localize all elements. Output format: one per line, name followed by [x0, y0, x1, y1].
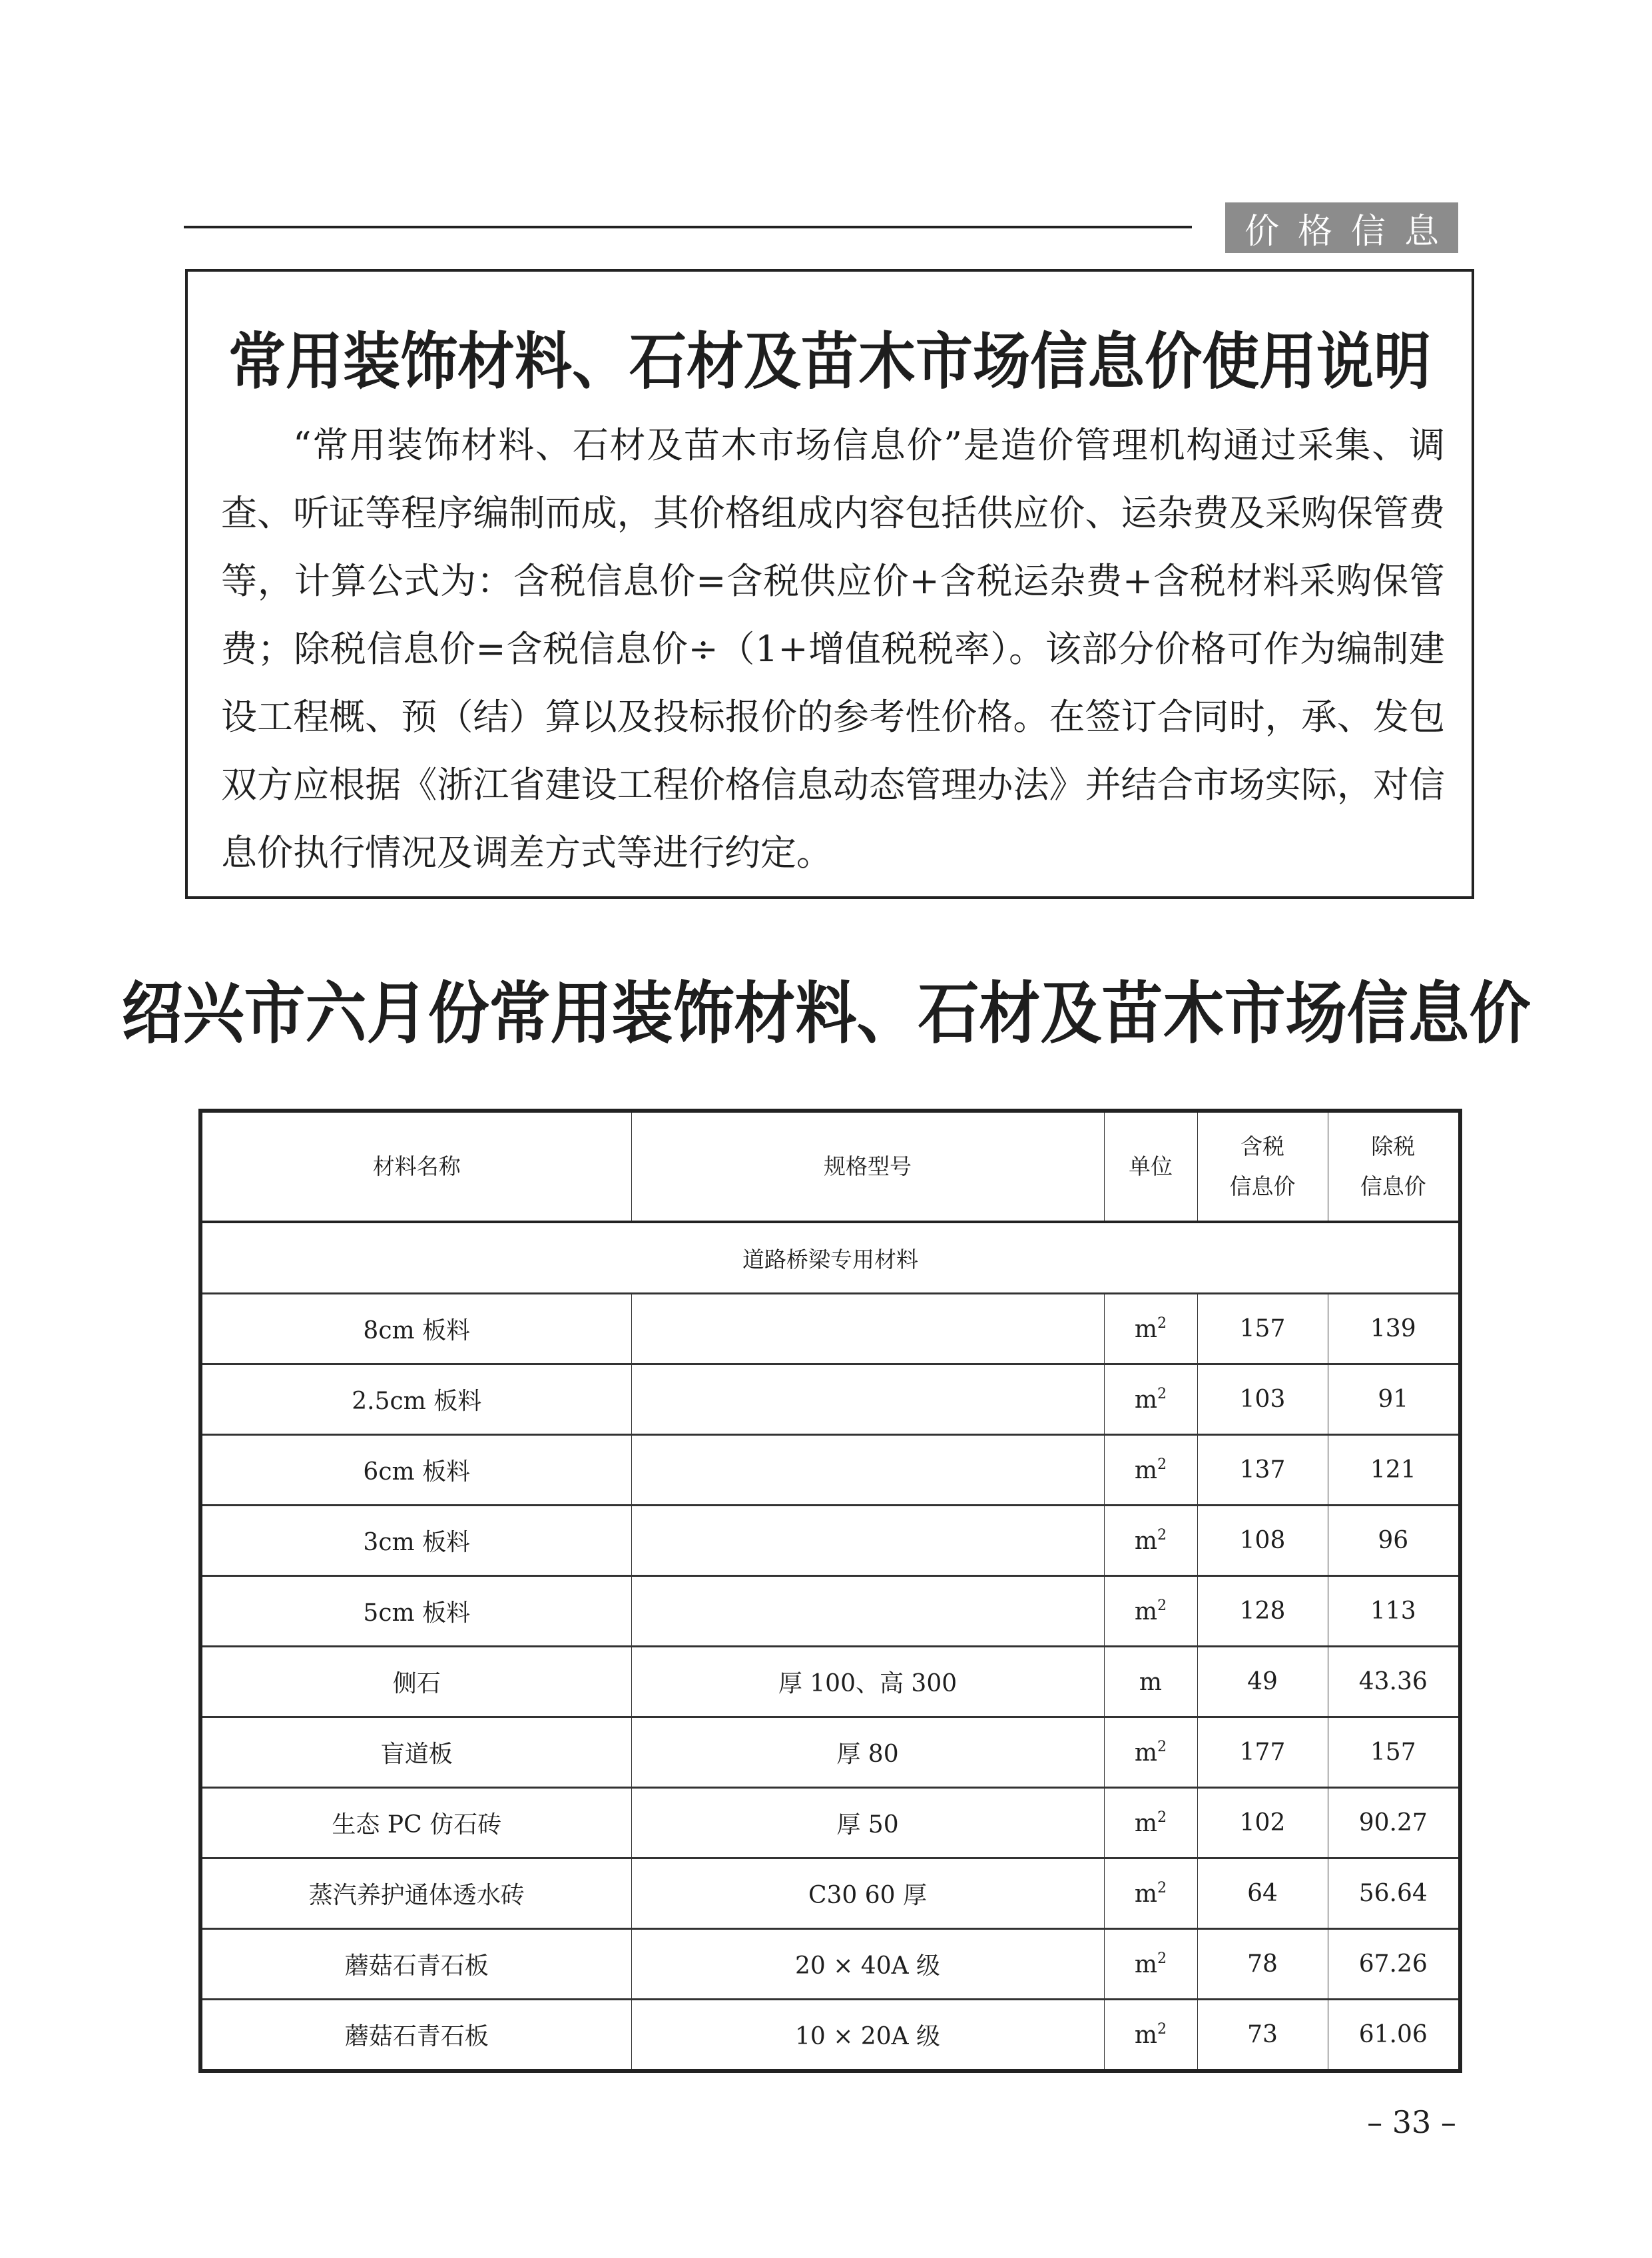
cell-material-name: 盲道板: [200, 1717, 631, 1788]
unit-base: m: [1134, 1597, 1158, 1625]
header-tax-inclusive-price: [1197, 1111, 1328, 1222]
unit-exponent: 2: [1157, 1597, 1167, 1614]
cell-material-name: 8cm 板料: [200, 1294, 631, 1364]
unit-exponent: 2: [1157, 1314, 1167, 1332]
table-row: [200, 1858, 1460, 1929]
table-row: [200, 1576, 1460, 1647]
cell-tax-exclusive-price: 61.06: [1328, 2000, 1460, 2072]
header-tax-exclusive-price: [1328, 1111, 1460, 1222]
cell-tax-inclusive-price: 102: [1197, 1788, 1328, 1858]
page-number: – 33 –: [1367, 2104, 1456, 2140]
cell-spec: [631, 1294, 1104, 1364]
price-table: [198, 1109, 1462, 2073]
usage-notice-box: [185, 269, 1474, 899]
cell-tax-inclusive-price: 73: [1197, 2000, 1328, 2072]
cell-tax-exclusive-price: 121: [1328, 1435, 1460, 1506]
header-tax-inclusive-line1: 含税: [1240, 1133, 1284, 1159]
cell-tax-exclusive-price: 113: [1328, 1576, 1460, 1647]
header-material-name: 材料名称: [200, 1111, 631, 1222]
table-row: [200, 1364, 1460, 1435]
unit-base: m: [1139, 1668, 1163, 1696]
cell-tax-exclusive-price: 96: [1328, 1506, 1460, 1576]
unit-base: m: [1134, 1739, 1158, 1767]
table-row: [200, 1788, 1460, 1858]
table-row: [200, 1294, 1460, 1364]
cell-unit: [1104, 1788, 1197, 1858]
unit-exponent: 2: [1157, 1738, 1167, 1755]
cell-material-name: 蘑菇石青石板: [200, 2000, 631, 2072]
cell-tax-exclusive-price: 91: [1328, 1364, 1460, 1435]
table-header-row: [200, 1111, 1460, 1222]
cell-spec: 厚 80: [631, 1717, 1104, 1788]
cell-material-name: 2.5cm 板料: [200, 1364, 631, 1435]
notice-body: “常用装饰材料、石材及苗木市场信息价”是造价管理机构通过采集、调查、听证等程序编制而成，其价格组成内容包括供应价、运杂费及采购保管费等，计算公式为：含税信息价=含税供应价+含税运杂费+含税材料采购保管费；除税信息价=含税信息价÷（1+增值税税率）。该部分价格可作为编制建设工程概、预（结）算以及投标报价的参考性价格。在签订合同时，承、发包双方应根据《浙江省建设工程价格信息动态管理办法》并结合市场实际，对信息价执行情况及调差方式等进行约定。: [221, 424, 1445, 874]
cell-spec: 20 × 40A 级: [631, 1929, 1104, 2000]
cell-unit: [1104, 2000, 1197, 2072]
cell-tax-exclusive-price: 157: [1328, 1717, 1460, 1788]
cell-unit: [1104, 1717, 1197, 1788]
notice-title: 常用装饰材料、石材及苗木市场信息价使用说明: [228, 326, 1431, 398]
section-row: [200, 1222, 1460, 1294]
cell-material-name: 6cm 板料: [200, 1435, 631, 1506]
cell-material-name: 3cm 板料: [200, 1506, 631, 1576]
header-spec: 规格型号: [631, 1111, 1104, 1222]
unit-exponent: 2: [1157, 1950, 1167, 1967]
unit-exponent: 2: [1157, 2020, 1167, 2038]
unit-base: m: [1134, 2021, 1158, 2049]
table-row: [200, 1647, 1460, 1717]
cell-spec: [631, 1435, 1104, 1506]
header-tax-exclusive-line1: 除税: [1371, 1133, 1416, 1159]
cell-tax-exclusive-price: 67.26: [1328, 1929, 1460, 2000]
cell-spec: [631, 1506, 1104, 1576]
cell-unit: [1104, 1294, 1197, 1364]
header-tax-exclusive-line2: 信息价: [1360, 1173, 1426, 1199]
unit-base: m: [1134, 1315, 1158, 1343]
cell-tax-inclusive-price: 78: [1197, 1929, 1328, 2000]
cell-material-name: 蘑菇石青石板: [200, 1929, 631, 2000]
cell-tax-inclusive-price: 49: [1197, 1647, 1328, 1717]
header-tax-inclusive-line2: 信息价: [1229, 1173, 1296, 1199]
cell-tax-exclusive-price: 43.36: [1328, 1647, 1460, 1717]
unit-exponent: 2: [1157, 1879, 1167, 1896]
cell-spec: 厚 100、高 300: [631, 1647, 1104, 1717]
unit-exponent: 2: [1157, 1385, 1167, 1402]
price-table-title: 绍兴市六月份常用装饰材料、石材及苗木市场信息价: [121, 974, 1531, 1053]
cell-unit: [1104, 1435, 1197, 1506]
table-row: [200, 1717, 1460, 1788]
unit-base: m: [1134, 1880, 1158, 1908]
cell-tax-exclusive-price: 90.27: [1328, 1788, 1460, 1858]
cell-material-name: 蒸汽养护通体透水砖: [200, 1858, 631, 1929]
cell-unit: [1104, 1929, 1197, 2000]
cell-spec: [631, 1576, 1104, 1647]
cell-tax-exclusive-price: 56.64: [1328, 1858, 1460, 1929]
header-rule: [184, 226, 1192, 228]
cell-tax-inclusive-price: 157: [1197, 1294, 1328, 1364]
cell-tax-exclusive-price: 139: [1328, 1294, 1460, 1364]
header-unit: 单位: [1104, 1111, 1197, 1222]
unit-base: m: [1134, 1527, 1158, 1555]
cell-spec: C30 60 厚: [631, 1858, 1104, 1929]
cell-spec: [631, 1364, 1104, 1435]
unit-exponent: 2: [1157, 1456, 1167, 1473]
cell-tax-inclusive-price: 137: [1197, 1435, 1328, 1506]
table-row: [200, 1506, 1460, 1576]
cell-tax-inclusive-price: 64: [1197, 1858, 1328, 1929]
unit-base: m: [1134, 1386, 1158, 1414]
table-row: [200, 2000, 1460, 2072]
cell-unit: [1104, 1576, 1197, 1647]
cell-unit: [1104, 1506, 1197, 1576]
unit-base: m: [1134, 1456, 1158, 1484]
cell-unit: [1104, 1364, 1197, 1435]
cell-material-name: 5cm 板料: [200, 1576, 631, 1647]
section-heading: 道路桥梁专用材料: [200, 1222, 1460, 1294]
section-label: 价格信息: [1225, 202, 1458, 253]
cell-unit: [1104, 1858, 1197, 1929]
cell-material-name: 侧石: [200, 1647, 631, 1717]
unit-base: m: [1134, 1809, 1158, 1837]
cell-tax-inclusive-price: 108: [1197, 1506, 1328, 1576]
unit-exponent: 2: [1157, 1526, 1167, 1544]
cell-spec: 10 × 20A 级: [631, 2000, 1104, 2072]
cell-tax-inclusive-price: 103: [1197, 1364, 1328, 1435]
cell-tax-inclusive-price: 128: [1197, 1576, 1328, 1647]
table-row: [200, 1929, 1460, 2000]
unit-base: m: [1134, 1950, 1158, 1978]
cell-unit: [1104, 1647, 1197, 1717]
unit-exponent: 2: [1157, 1809, 1167, 1826]
cell-spec: 厚 50: [631, 1788, 1104, 1858]
cell-tax-inclusive-price: 177: [1197, 1717, 1328, 1788]
cell-material-name: 生态 PC 仿石砖: [200, 1788, 631, 1858]
table-row: [200, 1435, 1460, 1506]
